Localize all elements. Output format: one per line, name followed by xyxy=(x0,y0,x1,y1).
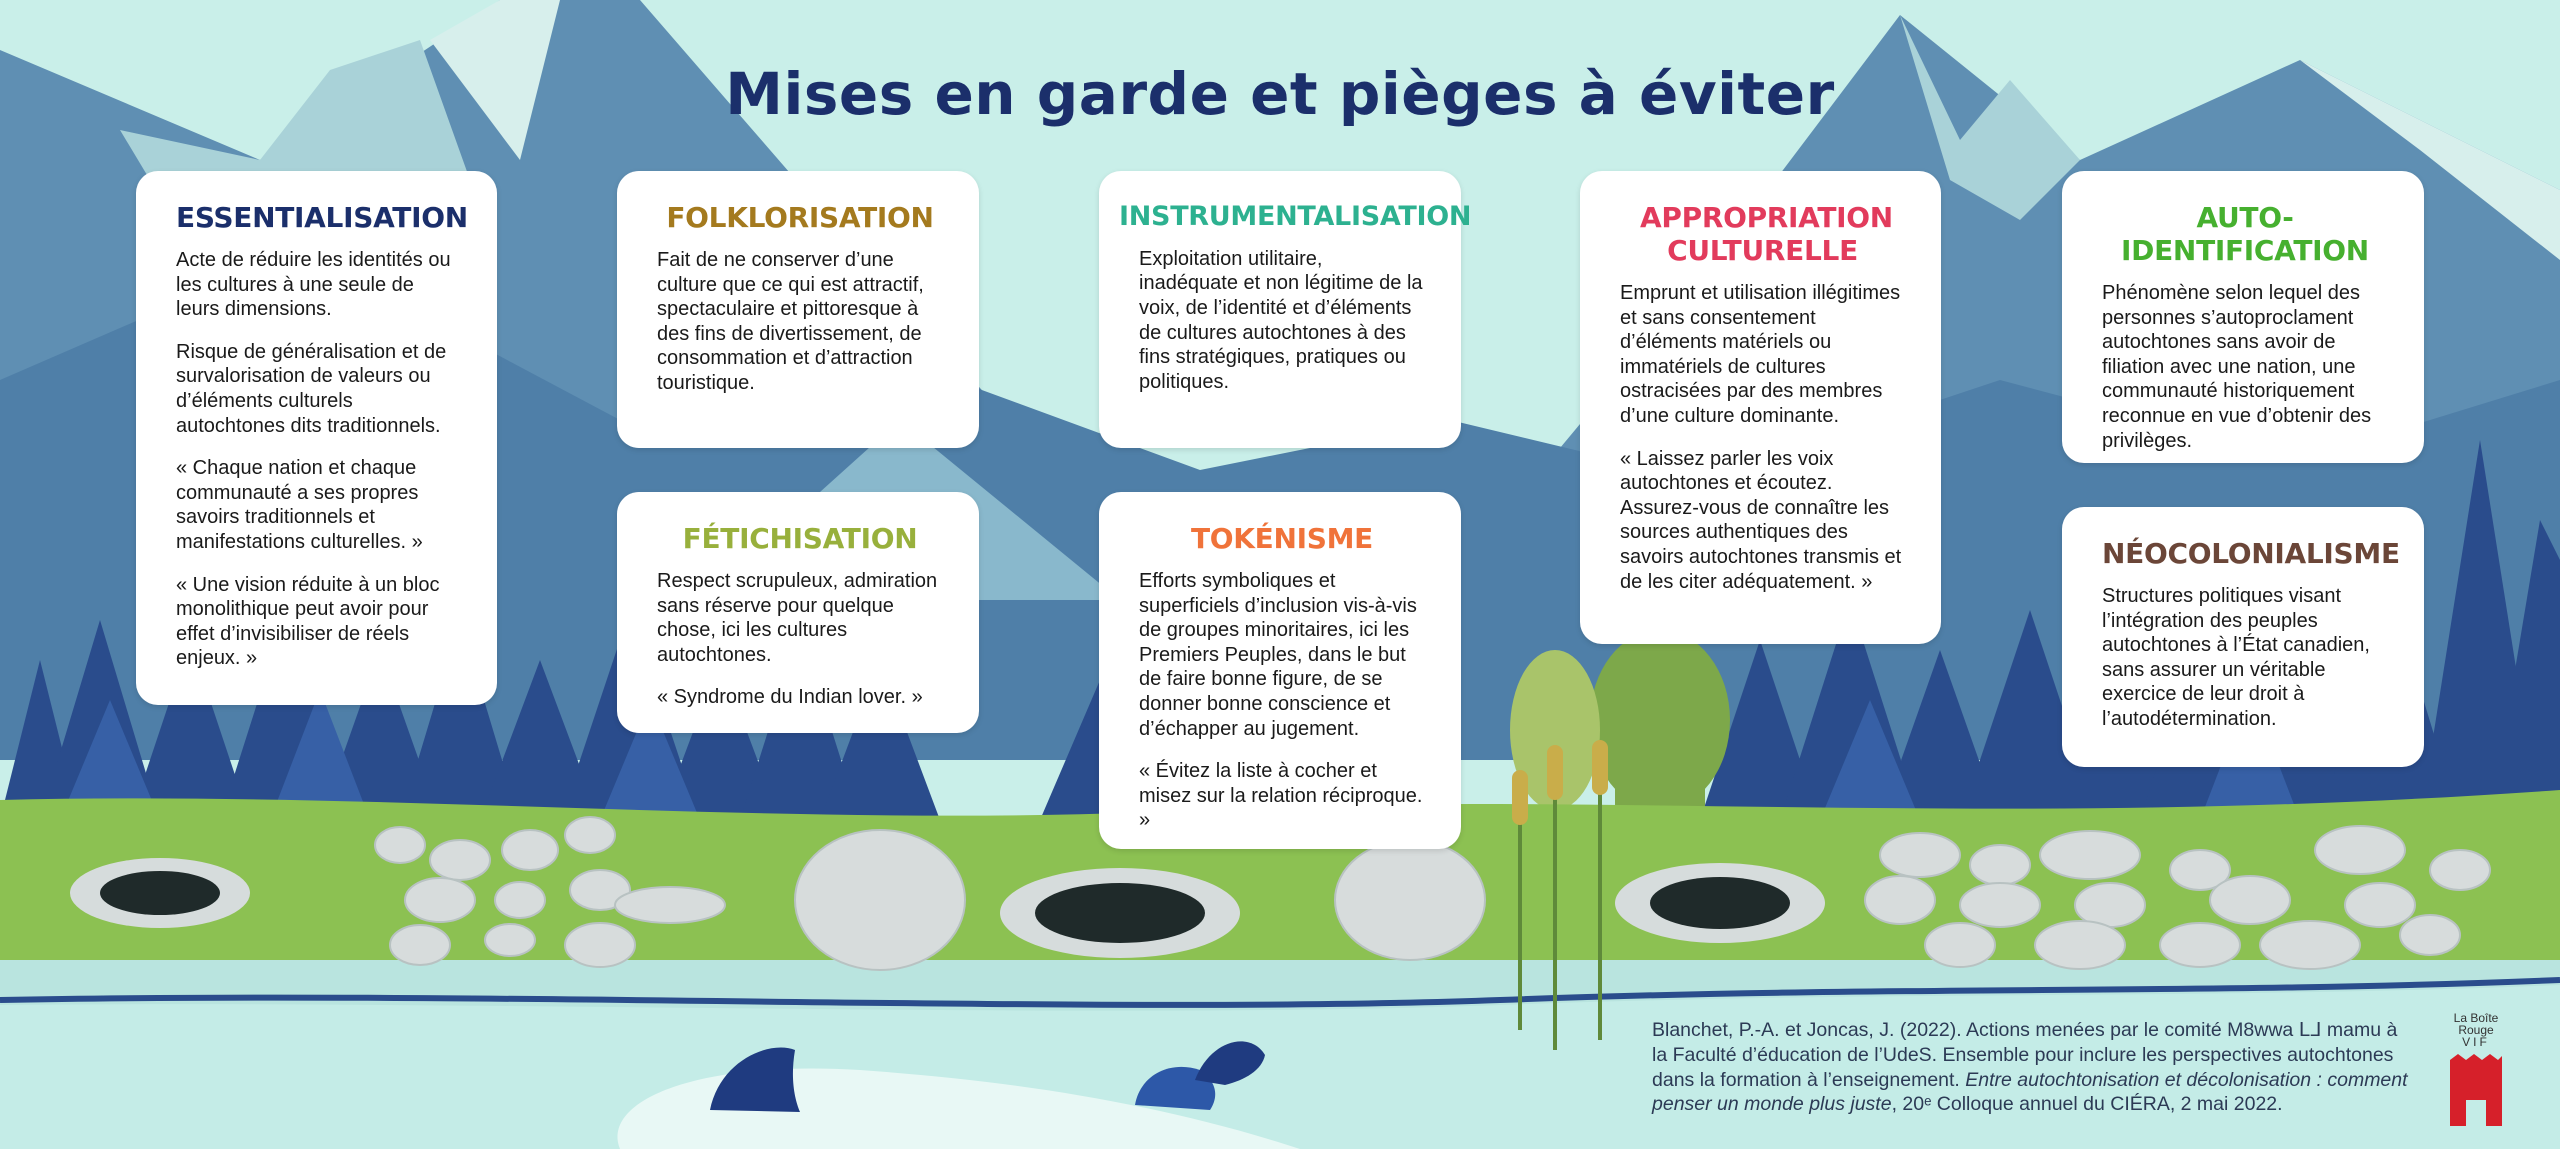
text-tokenisme-2: « Évitez la liste à cocher et misez sur la relation réciproque. » xyxy=(1139,760,1423,832)
citation-text-2: , 20ᵉ Colloque annuel du CIÉRA, 2 mai 2022. xyxy=(1891,1093,2283,1116)
citation-text-1: Blanchet, P.-A. et Joncas, J. (2022). Actions menées par le comité M8wwa ᒪᒧ mamu à la Faculté d’éducation de l’UdeS. Ensemble pour inclure les perspectives autochtones dans la formation à l’enseignement. xyxy=(1652,1019,2398,1091)
text-fetichisation-2: « Syndrome du Indian lover. » xyxy=(657,686,923,709)
card-appropriation-culturelle xyxy=(1580,171,1941,644)
card-fetichisation xyxy=(617,492,979,733)
page-title: Mises en garde et pièges à éviter xyxy=(725,60,1835,128)
text-appropriation-2: « Laissez parler les voix autochtones et écoutez. Assurez-vous de connaître les sources authentiques des savoirs autochtones transmis et de les citer adéquatement. » xyxy=(1620,447,1902,593)
heading-auto-identification: AUTO-IDENTIFICATION xyxy=(2121,201,2369,268)
card-neocolonialisme xyxy=(2062,507,2424,767)
card-essentialisation xyxy=(136,171,497,705)
text-instrumentalisation-1: Exploitation utilitaire, inadéquate et non légitime de la voix, de l’identité et d’éléments de cultures autochtones à des fins stratégiques, pratiques ou politiques. xyxy=(1139,247,1423,393)
text-appropriation-1: Emprunt et utilisation illégitimes et sans consentement d’éléments matériels ou immatériels de cultures ostracisées par des membres d’une culture dominante. xyxy=(1620,282,1901,428)
text-fetichisation-1: Respect scrupuleux, admiration sans réserve pour quelque chose, ici les cultures autochtones. xyxy=(657,570,938,666)
text-folklorisation-1: Fait de ne conserver d’une culture que ce qui est attractif, spectaculaire et pittoresque à des fins de divertissement, de consommation et d’attraction touristique. xyxy=(657,249,924,394)
card-instrumentalisation xyxy=(1099,171,1472,448)
heading-fetichisation: FÉTICHISATION xyxy=(682,522,918,555)
logo-emblem-icon xyxy=(2446,1052,2506,1128)
heading-appropriation-culturelle: APPROPRIATION CULTURELLE xyxy=(1640,201,1893,268)
heading-essentialisation: ESSENTIALISATION xyxy=(176,201,468,234)
heading-neocolonialisme: NÉOCOLONIALISME xyxy=(2102,537,2400,570)
logo-la-boite-rouge-vif xyxy=(2446,1012,2506,1130)
text-essentialisation-2: Risque de généralisation et de survalorisation de valeurs ou d’éléments culturels autochtones dits traditionnels. xyxy=(176,340,447,437)
text-auto-identification-1: Phénomène selon lequel des personnes s’autoproclament autochtones sans avoir de filiation avec une nation, une communauté historiquement reconnue en vue d’obtenir des privilèges. xyxy=(2102,282,2372,452)
text-essentialisation-4: « Une vision réduite à un bloc monolithique peut avoir pour effet d’invisibiliser de réels enjeux. » xyxy=(176,573,440,670)
text-essentialisation-3: « Chaque nation et chaque communauté a ses propres savoirs traditionnels et manifestations culturelles. » xyxy=(176,457,423,553)
logo-line-2: Rouge xyxy=(2458,1023,2494,1037)
heading-folklorisation: FOLKLORISATION xyxy=(666,201,934,234)
text-neocolonialisme-1: Structures politiques visant l’intégration des peuples autochtones à l’État canadien, sans assurer un véritable exercice de leur droit à l’autodétermination. xyxy=(2102,585,2370,730)
heading-instrumentalisation: INSTRUMENTALISATION xyxy=(1119,201,1472,232)
logo-line-3: VIF xyxy=(2462,1035,2490,1049)
citation-italic: Entre autochtonisation et décolonisation : comment penser un monde plus juste xyxy=(1652,1068,2408,1116)
card-folklorisation xyxy=(617,171,979,448)
card-tokenisme xyxy=(1099,492,1461,849)
text-tokenisme-1: Efforts symboliques et superficiels d’inclusion vis-à-vis de groupes minoritaires, ici les Premiers Peuples, dans le but de faire bonne figure, de se donner bonne conscience et d’échapper au jugement. xyxy=(1139,570,1417,740)
text-essentialisation-1: Acte de réduire les identités ou les cultures à une seule de leurs dimensions. xyxy=(176,249,451,321)
heading-tokenisme: TOKÉNISME xyxy=(1190,522,1374,555)
citation xyxy=(1652,1018,2412,1117)
card-auto-identification xyxy=(2062,171,2424,463)
logo-line-1: La Boîte xyxy=(2453,1011,2499,1025)
